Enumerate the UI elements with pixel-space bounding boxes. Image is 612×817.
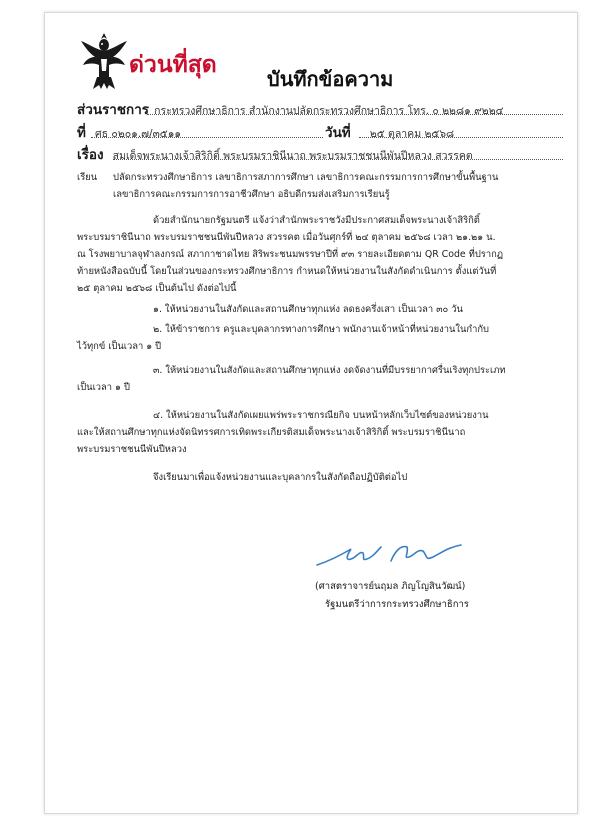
memo-title: บันทึกข้อความ [267, 67, 394, 91]
signatory-position: รัฐมนตรีว่าการกระทรวงศึกษาธิการ [325, 599, 469, 610]
memo-page [44, 12, 578, 814]
para1-line-3: ณ โรงพยาบาลจุฬาลงกรณ์ สภากาชาดไทย สิริพระชนมพรรษาปีที่ ๙๓ รายละเอียดตาม QR Code ที่ปรากฏ [77, 249, 504, 260]
para1-line-5: ๒๕ ตุลาคม ๒๕๖๘ เป็นต้นไป ดังต่อไปนี้ [77, 283, 237, 294]
subject-value: สมเด็จพระนางเจ้าสิริกิติ์ พระบรมราชินีนาถ พระบรมราชชนนีพันปีหลวง สวรรคต [112, 150, 473, 162]
item-1: ๑. ให้หน่วยงานในสังกัดและสถานศึกษาทุกแห่ง ลดธงครึ่งเสา เป็นเวลา ๓๐ วัน [153, 304, 463, 315]
garuda-emblem-icon [79, 31, 129, 91]
addressee-label: เรียน [77, 172, 98, 183]
item-4-line-2: และให้สถานศึกษาทุกแห่งจัดนิทรรศการเทิดพระเกียรติสมเด็จพระนางเจ้าสิริกิติ์ พระบรมราชินีนาถ [77, 427, 466, 438]
date-label: วันที่ [325, 125, 351, 141]
signatory-name: (ศาสตราจารย์นฤมล ภิญโญสินวัฒน์) [315, 581, 466, 592]
agency-underline [147, 114, 563, 115]
ref-value: ศธ ๐๒๐๑.๗/๓๕๑๑ [95, 128, 182, 140]
item-2-line-2: ไว้ทุกข์ เป็นเวลา ๑ ปี [77, 341, 162, 352]
item-2-line-1: ๒. ให้ข้าราชการ ครูและบุคลากรทางการศึกษา พนักงานเจ้าหน้าที่หน่วยงานในกำกับ [153, 324, 489, 335]
ref-field [77, 121, 181, 143]
subject-field [77, 143, 473, 165]
ref-label: ที่ [77, 125, 86, 141]
handwritten-signature [315, 533, 465, 573]
para1-line-4: ท้ายหนังสือฉบับนี้ โดยในส่วนของกระทรวงศึกษาธิการ กำหนดให้หน่วยงานในสังกัดดำเนินการ ตั้งแต่วันที่ [77, 266, 497, 277]
date-field [325, 121, 454, 143]
para1-line-1: ด้วยสำนักนายกรัฐมนตรี แจ้งว่าสำนักพระราชวังมีประกาศสมเด็จพระนางเจ้าสิริกิติ์ [153, 215, 480, 226]
urgency-label: ด่วนที่สุด [129, 52, 217, 78]
subject-label: เรื่อง [77, 147, 104, 163]
addressee-line-2: เลขาธิการคณะกรรมการการอาชีวศึกษา อธิบดีกรมส่งเสริมการเรียนรู้ [113, 189, 390, 200]
agency-value: กระทรวงศึกษาธิการ สำนักงานปลัดกระทรวงศึกษาธิการ โทร. ๐ ๒๒๘๑ ๙๒๒๔ [154, 105, 504, 117]
para1-line-2: พระบรมราชินีนาถ พระบรมราชชนนีพันปีหลวง สวรรคต เมื่อวันศุกร์ที่ ๒๔ ตุลาคม ๒๕๖๘ เวลา ๒๑.๒๑ น. [77, 232, 496, 243]
item-3-line-2: เป็นเวลา ๑ ปี [77, 382, 130, 393]
subject-underline [113, 159, 563, 160]
addressee-line-1: ปลัดกระทรวงศึกษาธิการ เลขาธิการสภาการศึกษา เลขาธิการคณะกรรมการการศึกษาขั้นพื้นฐาน [113, 172, 499, 183]
agency-label: ส่วนราชการ [77, 102, 150, 118]
item-3-line-1: ๓. ให้หน่วยงานในสังกัดและสถานศึกษาทุกแห่ง งดจัดงานที่มีบรรยากาศรื่นเริงทุกประเภท [153, 365, 506, 376]
item-4-line-1: ๔. ให้หน่วยงานในสังกัดเผยแพร่พระราชกรณียกิจ บนหน้าหลักเว็บไซต์ของหน่วยงาน [153, 410, 489, 421]
closing-text: จึงเรียนมาเพื่อแจ้งหน่วยงานและบุคลากรในสังกัดถือปฏิบัติต่อไป [153, 472, 408, 483]
item-4-line-3: พระบรมราชชนนีพันปีหลวง [77, 444, 187, 455]
ref-underline [91, 137, 323, 138]
date-underline [359, 137, 563, 138]
date-value: ๒๕ ตุลาคม ๒๕๖๘ [369, 128, 455, 140]
agency-field [77, 98, 504, 120]
